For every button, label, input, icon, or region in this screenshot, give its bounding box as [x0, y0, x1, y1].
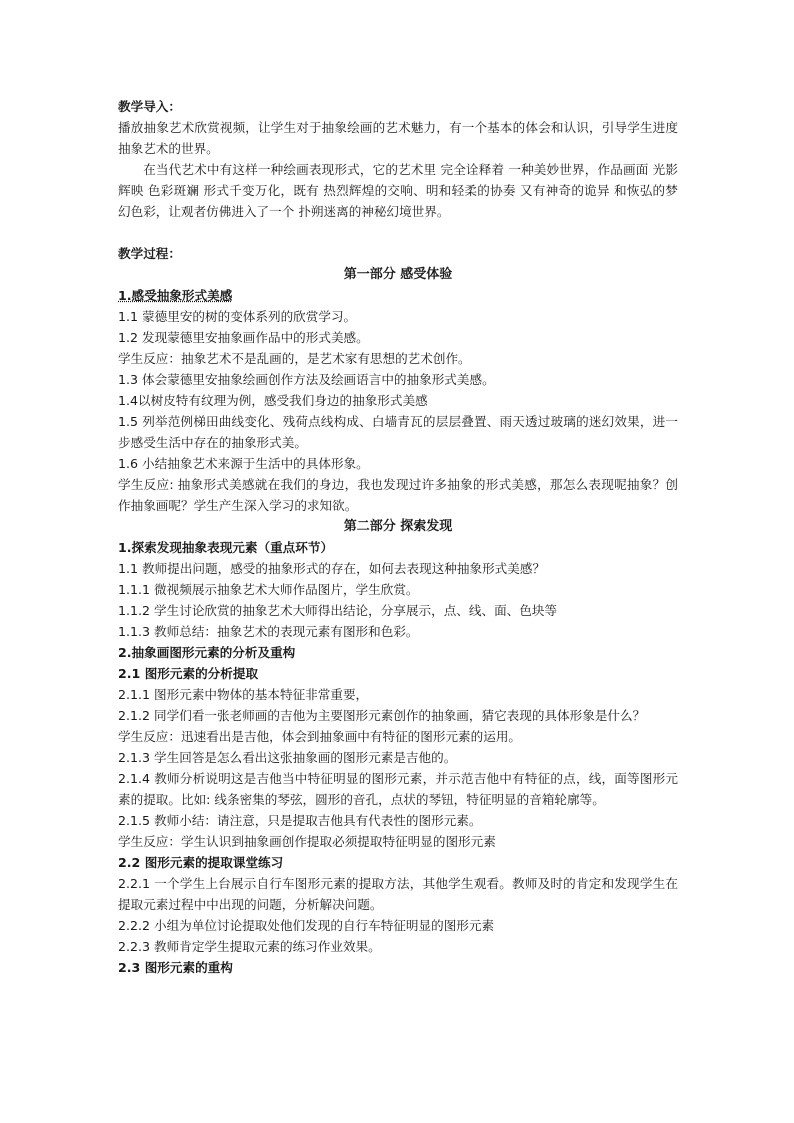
part1-line: 1.2 发现蒙德里安抽象画作品中的形式美感。 [118, 330, 369, 345]
part1-section-heading: 1.感受抽象形式美感 [118, 288, 233, 303]
part2-line: 2.1.5 教师小结：请注意，只是提取吉他具有代表性的图形元素。 [118, 813, 482, 828]
part2-line: 1.1.2 学生讨论欣赏的抽象艺术大师得出结论，分享展示，点、线、面、色块等 [118, 603, 558, 618]
part2-line: 2.1.1 图形元素中物体的基本特征非常重要， [118, 687, 369, 702]
part1-line: 1.4以树皮特有纹理为例，感受我们身边的抽象形式美感 [118, 393, 428, 408]
part2-subsection-2-2-heading: 2.2 图形元素的提取课堂练习 [118, 855, 284, 870]
part2-section-2-heading: 2.抽象画图形元素的分析及重构 [118, 645, 296, 660]
process-heading: 教学过程： [118, 246, 181, 261]
part2-line: 学生反应：迅速看出是吉他，体会到抽象画中有特征的图形元素的运用。 [118, 729, 521, 744]
part2-line: 学生反应：学生认识到抽象画创作提取必须提取特征明显的图形元素 [118, 834, 496, 849]
intro-paragraph-1: 播放抽象艺术欣赏视频，让学生对于抽象绘画的艺术魅力，有一个基本的体会和认识，引导学生进度抽象艺术的世界。 [118, 120, 678, 156]
part2-line: 1.1.1 微视频展示抽象艺术大师作品图片，学生欣赏。 [118, 582, 419, 597]
part1-line: 1.5 列举范例梯田曲线变化、残荷点线构成、白墙青瓦的层层叠置、雨天透过玻璃的迷幻效果，进一步感受生活中存在的抽象形式美。 [118, 414, 678, 450]
intro-paragraph-2: 在当代艺术中有这样一种绘画表现形式，它的艺术里 完全诠释着 一种美妙世界，作品画面 光影辉映 色彩斑斓 形式千变万化，既有 热烈辉煌的交响、明和轻柔的协奏 又有神奇的诡异 和恢弘的梦幻色彩，让观者仿佛进入了一个 扑朔迷离的神秘幻境世界。 [118, 162, 678, 219]
part1-line: 1.6 小结抽象艺术来源于生活中的具体形象。 [118, 456, 369, 471]
part1-line: 1.1 蒙德里安的树的变体系列的欣赏学习。 [118, 309, 357, 324]
part1-line: 学生反应: 抽象形式美感就在我们的身边，我也发现过许多抽象的形式美感，那怎么表现呢抽象？创作抽象画呢？学生产生深入学习的求知欲。 [118, 477, 678, 513]
part2-line: 2.1.4 教师分析说明这是吉他当中特征明显的图形元素，并示范吉他中有特征的点，线，面等图形元素的提取。比如: 线条密集的琴弦，圆形的音孔，点状的琴钮，特征明显的音箱轮廓等。 [118, 771, 678, 807]
part2-line: 2.1.2 同学们看一张老师画的吉他为主要图形元素创作的抽象画，猜它表现的具体形象是什么？ [118, 708, 646, 723]
part2-section-1-heading: 1.探索发现抽象表现元素（重点环节） [118, 540, 334, 555]
part2-line: 2.2.1 一个学生上台展示自行车图形元素的提取方法，其他学生观看。教师及时的肯定和发现学生在提取元素过程中中出现的问题，分析解决问题。 [118, 876, 678, 912]
part2-subsection-2-3-heading: 2.3 图形元素的重构 [118, 960, 233, 975]
part1-line: 学生反应：抽象艺术不是乱画的，是艺术家有思想的艺术创作。 [118, 351, 471, 366]
part1-title: 第一部分 感受体验 [343, 267, 453, 282]
part2-subsection-2-1-heading: 2.1 图形元素的分析提取 [118, 666, 259, 681]
part2-line: 1.1.3 教师总结：抽象艺术的表现元素有图形和色彩。 [118, 624, 419, 639]
part2-line: 2.1.3 学生回答是怎么看出这张抽象画的图形元素是吉他的。 [118, 750, 457, 765]
part1-line: 1.3 体会蒙德里安抽象绘画创作方法及绘画语言中的抽象形式美感。 [118, 372, 495, 387]
part2-title: 第二部分 探索发现 [343, 519, 453, 534]
part2-line: 2.2.2 小组为单位讨论提取处他们发现的自行车特征明显的图形元素 [118, 918, 495, 933]
part2-line: 1.1 教师提出问题，感受的抽象形式的存在，如何去表现这种抽象形式美感？ [118, 561, 546, 576]
part2-line: 2.2.3 教师肯定学生提取元素的练习作业效果。 [118, 939, 381, 954]
spacer [118, 222, 678, 243]
intro-heading: 教学导入： [118, 99, 181, 114]
document-page [118, 96, 678, 978]
